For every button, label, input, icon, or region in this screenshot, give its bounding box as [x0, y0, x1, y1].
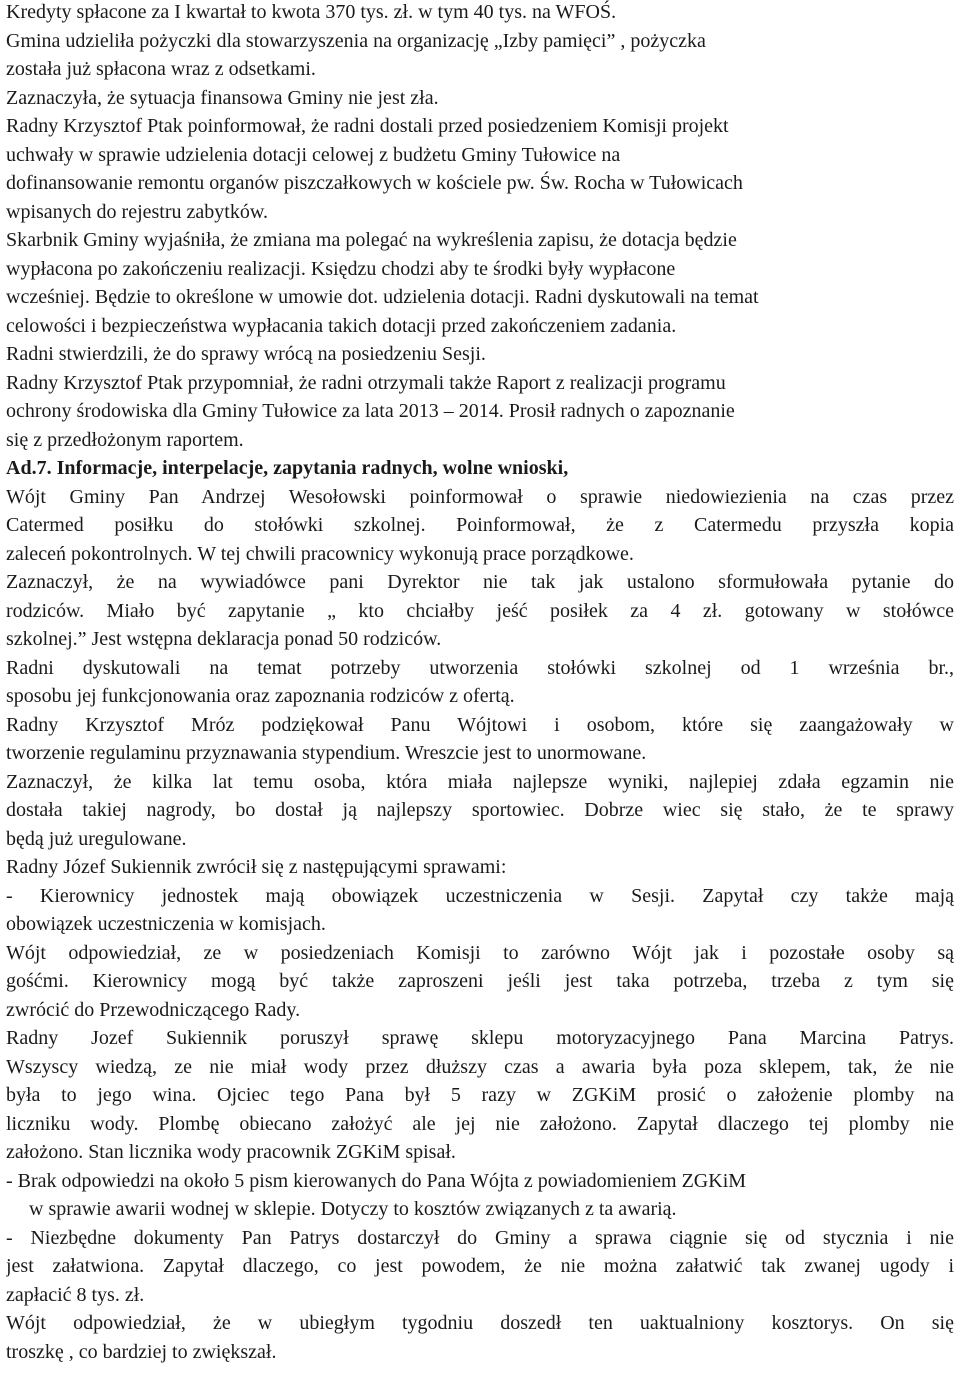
text-line: w sprawie awarii wodnej w sklepie. Dotyczy to kosztów związanych z ta awarią. [29, 1198, 677, 1220]
text-line: Radny Krzysztof Ptak poinformował, że radni dostali przed posiedzeniem Komisji projekt [6, 115, 729, 137]
text-line: - Kierownicy jednostek mają obowiązek uczestniczenia w Sesji. Zapytał czy także mają [6, 884, 954, 907]
text-line: obowiązek uczestniczenia w komisjach. [6, 913, 326, 935]
text-line: tworzenie regulaminu przyznawania stypendium. Wreszcie jest to unormowane. [6, 742, 647, 764]
text-line: Radni dyskutowali na temat potrzeby utworzenia stołówki szkolnej od 1 września br., [6, 656, 954, 679]
text-line: wcześniej. Będzie to określone w umowie dot. udzielenia dotacji. Radni dyskutowali na temat [6, 286, 759, 308]
text-line: Wójt Gminy Pan Andrzej Wesołowski poinformował o sprawie niedowiezienia na czas przez [6, 485, 954, 508]
text-line: Radny Józef Sukiennik zwrócił się z następującymi sprawami: [6, 856, 507, 878]
text-line: sposobu jej funkcjonowania oraz zapoznania rodziców z ofertą. [6, 685, 515, 707]
text-line: wypłacona po zakończeniu realizacji. Księdzu chodzi aby te środki były wypłacone [6, 257, 676, 280]
text-line: będą już uregulowane. [6, 827, 187, 850]
text-line: celowości i bezpieczeństwa wypłacania takich dotacji przed zakończeniem zadania. [6, 314, 677, 337]
text-line: Radny Jozef Sukiennik poruszył sprawę sklepu motoryzacyjnego Pana Marcina Patrys. [6, 1027, 954, 1049]
text-line: rodziców. Miało być zapytanie „ kto chciałby jeść posiłek za 4 zł. gotowany w stołówce [6, 599, 954, 622]
text-line: szkolnej.” Jest wstępna deklaracja ponad 50 rodziców. [6, 628, 442, 650]
text-line: uchwały w sprawie udzielenia dotacji celowej z budżetu Gminy Tułowice na [6, 143, 621, 166]
text-line: gośćmi. Kierownicy mogą być także zaproszeni jeśli jest taka potrzeba, trzeba z tym się [6, 970, 954, 992]
text-line: była to jego wina. Ojciec tego Pana był 5 razy w ZGKiM prosić o założenie plomby na [6, 1084, 954, 1106]
section-heading [6, 454, 954, 483]
text-line: Gmina udzieliła pożyczki dla stowarzyszenia na organizację „Izby pamięci” , pożyczka [6, 29, 706, 52]
text-line: dostała takiej nagrody, bo dostał ją najlepszy sportowiec. Dobrze wiec się stało, że te sprawy [6, 799, 954, 821]
text-line: Wszyscy wiedzą, ze nie miał wody przez dłuższy czas a awaria była poza sklepem, tak, że nie [6, 1055, 954, 1078]
section-heading-text: Ad.7. Informacje, interpelacje, zapytania radnych, wolne wnioski, [6, 457, 569, 479]
text-line: ochrony środowiska dla Gminy Tułowice za lata 2013 – 2014. Prosił radnych o zapoznanie [6, 400, 735, 422]
text-line: założono. Stan licznika wody pracownik ZGKiM spisał. [6, 1141, 456, 1163]
text-line: wpisanych do rejestru zabytków. [6, 200, 268, 223]
text-line: zwrócić do Przewodniczącego Rady. [6, 998, 301, 1021]
text-line: Radny Krzysztof Mróz podziękował Panu Wójtowi i osobom, które się zaangażowały w [6, 713, 954, 736]
text-line: Skarbnik Gminy wyjaśniła, że zmiana ma polegać na wykreślenia zapisu, że dotacja będzie [6, 229, 737, 251]
text-line: Wójt odpowiedział, ze w posiedzeniach Komisji to zarówno Wójt jak i pozostałe osoby są [6, 941, 954, 964]
text-line: jest załatwiona. Zapytał dlaczego, co jest powodem, że nie można załatwić tak zwanej ugody i [6, 1255, 954, 1277]
text-line: Kredyty spłacone za I kwartał to kwota 370 tys. zł. w tym 40 tys. na WFOŚ. [6, 1, 617, 23]
text-line: troszkę , co bardziej to zwiększał. [6, 1340, 277, 1363]
text-line: się z przedłożonym raportem. [6, 428, 244, 451]
text-line: zapłacić 8 tys. zł. [6, 1283, 145, 1306]
text-line: liczniku wody. Plombę obiecano założyć ale jej nie założono. Zapytał dlaczego tej plomby nie [6, 1112, 954, 1135]
text-line: została już spłacona wraz z odsetkami. [6, 58, 316, 80]
text-line: Zaznaczyła, że sytuacja finansowa Gminy nie jest zła. [6, 86, 439, 109]
text-line: - Niezbędne dokumenty Pan Patrys dostarczył do Gminy a sprawa ciągnie się od stycznia i nie [6, 1226, 954, 1249]
text-line: zaleceń pokontrolnych. W tej chwili pracownicy wykonują prace porządkowe. [6, 542, 634, 565]
text-line: Radni stwierdzili, że do sprawy wrócą na posiedzeniu Sesji. [6, 343, 486, 365]
text-line: Catermed posiłku do stołówki szkolnej. Poinformował, że z Catermedu przyszła kopia [6, 514, 954, 536]
text-line: Zaznaczył, że kilka lat temu osoba, która miała najlepsze wyniki, najlepiej zdała egzamin nie [6, 770, 954, 793]
text-line: dofinansowanie remontu organów piszczałkowych w kościele pw. Św. Rocha w Tułowicach [6, 172, 743, 194]
text-line: Radny Krzysztof Ptak przypomniał, że radni otrzymali także Raport z realizacji programu [6, 371, 726, 394]
text-line: - Brak odpowiedzi na około 5 pism kierowanych do Pana Wójta z powiadomieniem ZGKiM [6, 1169, 747, 1192]
text-line: Wójt odpowiedział, że w ubiegłym tygodniu doszedł ten uaktualniony kosztorys. On się [6, 1312, 954, 1334]
text-line: Zaznaczył, że na wywiadówce pani Dyrektor nie tak jak ustalono sformułowała pytanie do [6, 571, 954, 593]
